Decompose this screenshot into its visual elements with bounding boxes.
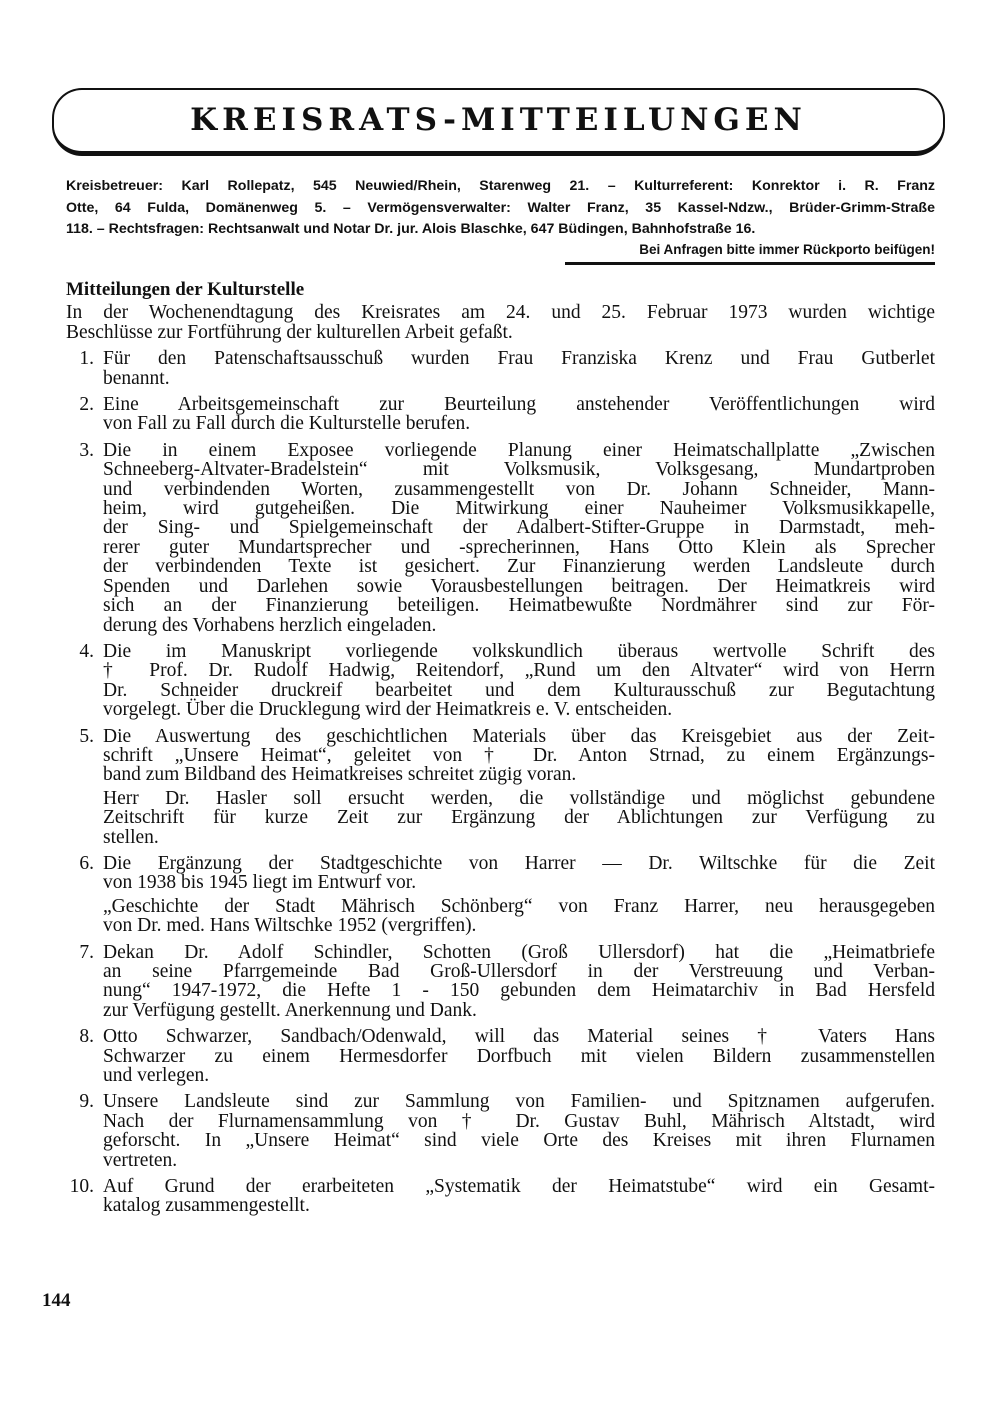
text-line: Spenden und Darlehen sowie Vorausbestellungen beitragen. Der Heimatkreis wird [103,575,935,597]
info-label: Rechtsfragen: [108,221,205,237]
text-line: benannt. [103,367,170,389]
item-paragraph [103,1027,935,1085]
info-text: Otte, 64 Fulda, Domänenweg 5. – [66,199,368,216]
text-line: rerer guter Mundartsprecher und -sprecherinnen, Hans Otto Klein als Sprecher [103,536,935,558]
item-paragraph [103,349,935,388]
divider-rule [565,262,935,265]
item-paragraph [103,395,935,434]
item-number: 2. [79,394,94,416]
info-label: Kulturreferent: [634,178,734,194]
text-line: band zum Bildband des Heimatkreises schreitet zügig voran. [103,764,577,786]
text-line: geforscht. In „Unsere Heimat“ sind viele Orte des Kreises mit ihren Flurnamen [103,1130,935,1152]
info-text: Konrektor i. R. Franz [733,178,935,194]
list-item [66,395,935,434]
text-line: von Dr. med. Hans Wiltschke 1952 (vergriffen). [103,915,477,937]
text-line: Schneeberg-Altvater-Bradelstein“ mit Volksmusik, Volksgesang, Mundartproben [103,459,935,481]
text-line: zur Verfügung gestellt. Anerkennung und Dank. [103,999,477,1021]
list-item [66,349,935,388]
return-postage-notice: Bei Anfragen bitte immer Rückporto beifügen! [639,242,935,257]
info-line [66,198,935,220]
info-label: Vermögensverwalter: [367,199,511,216]
text-line: Die im Manuskript vorliegende volkskundlich überaus wertvolle Schrift des [103,640,935,662]
text-line: Beschlüsse zur Fortführung der kulturellen Arbeit gefaßt. [66,321,513,343]
text-line: nung“ 1947-1972, die Hefte 1 - 150 gebunden dem Heimatarchiv in Bad Hersfeld [103,980,935,1002]
list-item [66,441,935,635]
item-paragraph [103,789,935,847]
text-line: vertreten. [103,1149,178,1171]
info-line [66,176,935,198]
text-line: und verbindenden Worten, zusammengestellt von Dr. Johann Schneider, Mann- [103,478,935,500]
text-line: sich an der Finanzierung beteiligen. Heimatbewußte Nordmährer sind zur För- [103,595,935,617]
item-paragraph [103,943,935,1021]
text-line: Die Auswertung des geschichtlichen Materials über das Kreisgebiet aus der Zeit- [103,725,935,747]
item-number: 9. [79,1091,94,1113]
list-item [66,1177,935,1216]
text-line: heim, wird gutgeheißen. Die Mitwirkung einer Nauheimer Volksmusikkapelle, [103,498,935,520]
text-line: von 1938 bis 1945 liegt im Entwurf vor. [103,872,417,894]
item-number: 1. [79,348,94,370]
text-line: Zeitschrift für kurze Zeit zur Ergänzung der Ablichtungen zur Verfügung zu [103,807,935,829]
item-paragraph [103,1092,935,1170]
item-number: 5. [79,725,94,747]
info-label: Kreisbetreuer: [66,178,163,194]
text-line: In der Wochenendtagung des Kreisrates am 24. und 25. Februar 1973 wurden wichtige [66,302,935,324]
page-number: 144 [42,1290,71,1311]
text-line: der verbindenden Texte ist gesichert. Zur Finanzierung werden Landsleute durch [103,556,935,578]
text-line: „Geschichte der Stadt Mährisch Schönberg“ von Franz Harrer, neu herausgegeben [103,895,935,917]
item-paragraph [103,854,935,893]
list-item [66,854,935,936]
item-number: 4. [79,640,94,662]
text-line: der Sing- und Spielgemeinschaft der Adalbert-Stifter-Gruppe in Darmstadt, meh- [103,517,935,539]
header-banner [52,88,945,156]
item-number: 10. [69,1176,94,1198]
text-line: Die Ergänzung der Stadtgeschichte von Harrer — Dr. Wiltschke für die Zeit [103,852,935,874]
text-line: katalog zusammengestellt. [103,1195,310,1217]
item-paragraph [103,1177,935,1216]
text-line: Nach der Flurnamensammlung von † Dr. Gustav Buhl, Mährisch Altstadt, wird [103,1110,935,1132]
text-line: Otto Schwarzer, Sandbach/Odenwald, will das Material seines † Vaters Hans [103,1026,935,1048]
intro-paragraph [66,303,935,342]
list-item [66,1092,935,1170]
list-item [66,727,935,847]
info-text: Karl Rollepatz, 545 Neuwied/Rhein, Starenweg 21. – [163,178,635,194]
item-number: 8. [79,1026,94,1048]
item-paragraph [103,642,935,720]
numbered-list [66,349,935,1216]
text-line: Herr Dr. Hasler soll ersucht werden, die vollständige und möglichst gebundene [103,787,935,809]
banner-title: KREISRATS-MITTEILUNGEN [190,102,807,138]
item-number: 3. [79,439,94,461]
contact-info [66,176,935,241]
text-line: † Prof. Dr. Rudolf Hadwig, Reitendorf, „Rund um den Altvater“ wird von Herrn [103,660,935,682]
text-line: Für den Patenschaftsausschuß wurden Frau Franziska Krenz und Frau Gutberlet [103,348,935,370]
list-item [66,943,935,1021]
main-content [66,280,935,1216]
text-line: vorgelegt. Über die Drucklegung wird der Heimatkreis e. V. entscheiden. [103,699,673,721]
section-heading: Mitteilungen der Kulturstelle [66,279,305,300]
info-text: Rechtsanwalt und Notar Dr. jur. Alois Blaschke, 647 Büdingen, Bahnhofstraße 16. [204,221,756,237]
info-line [66,219,935,241]
item-number: 6. [79,852,94,874]
info-text: Walter Franz, 35 Kassel-Ndzw., Brüder-Grimm-Straße [510,199,935,216]
text-line: an seine Pfarrgemeinde Bad Groß-Ullersdorf in der Verstreuung und Verban- [103,961,935,982]
text-line: derung des Vorhabens herzlich eingeladen. [103,614,437,636]
text-line: Die in einem Exposee vorliegende Planung einer Heimatschallplatte „Zwischen [103,439,935,461]
text-line: stellen. [103,826,159,848]
list-item [66,642,935,720]
item-number: 7. [79,941,94,963]
item-paragraph [103,727,935,785]
item-paragraph [103,897,935,936]
text-line: von Fall zu Fall durch die Kulturstelle berufen. [103,413,471,435]
text-line: Dekan Dr. Adolf Schindler, Schotten (Groß Ullersdorf) hat die „Heimatbriefe [103,941,935,963]
text-line: Unsere Landsleute sind zur Sammlung von Familien- und Spitznamen aufgerufen. [103,1091,935,1113]
item-paragraph [103,441,935,635]
text-line: Eine Arbeitsgemeinschaft zur Beurteilung anstehender Veröffentlichungen wird [103,394,935,416]
text-line: Auf Grund der erarbeiteten „Systematik der Heimatstube“ wird ein Gesamt- [103,1176,935,1198]
list-item [66,1027,935,1085]
text-line: schrift „Unsere Heimat“, geleitet von † Dr. Anton Strnad, zu einem Ergänzungs- [103,744,935,766]
text-line: Dr. Schneider druckreif bearbeitet und dem Kulturausschuß zur Begutachtung [103,679,935,701]
text-line: und verlegen. [103,1065,210,1087]
text-line: Schwarzer zu einem Hermesdorfer Dorfbuch mit vielen Bildern zusammenstellen [103,1045,935,1067]
info-text: 118. – [66,221,109,237]
